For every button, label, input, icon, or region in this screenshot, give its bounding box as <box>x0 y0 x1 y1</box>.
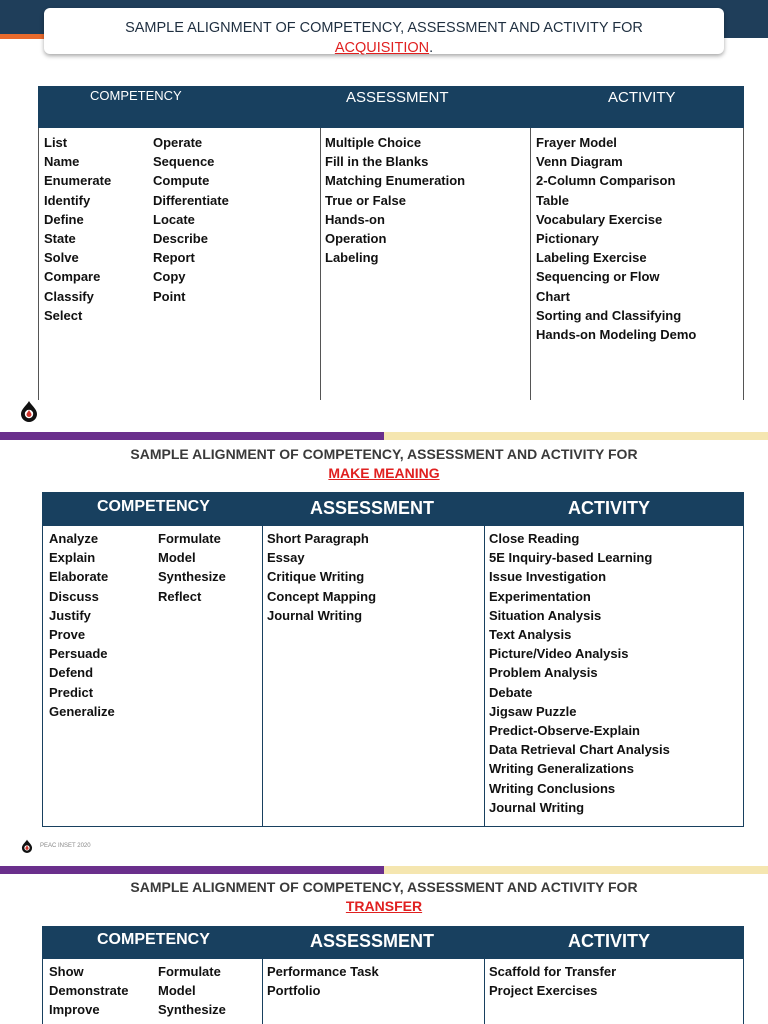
list-item: Differentiate <box>153 192 229 208</box>
list-item: Vocabulary Exercise <box>536 211 663 227</box>
list-item: Demonstrate <box>49 983 129 999</box>
list-item: Performance Task <box>267 964 379 979</box>
list-item: Situation Analysis <box>489 607 602 623</box>
list-item: Formulate <box>158 964 221 979</box>
list-item: Compare <box>44 269 101 285</box>
list-item: Point <box>153 288 186 304</box>
list-item: Scaffold for Transfer <box>489 964 617 979</box>
slide3-header-competency: COMPETENCY <box>97 931 210 948</box>
slide2-activity-list <box>489 529 670 817</box>
list-item: Essay <box>267 550 305 566</box>
list-item: Define <box>44 211 84 227</box>
list-item: Improve <box>49 1002 100 1018</box>
list-item: Elaborate <box>49 569 109 585</box>
slide2-divider-1 <box>262 526 263 826</box>
list-item: Issue Investigation <box>489 569 607 585</box>
list-item: Sequence <box>153 154 215 170</box>
list-item: True or False <box>325 192 406 208</box>
slide1-divider-2 <box>530 128 531 400</box>
list-item: Compute <box>153 173 210 189</box>
slide2-table-header <box>42 492 744 526</box>
list-item: Pictionary <box>536 231 599 247</box>
list-item: Data Retrieval Chart Analysis <box>489 742 670 758</box>
list-item: Fill in the Blanks <box>325 154 429 170</box>
list-item: Short Paragraph <box>267 531 369 546</box>
slide3-activity-list <box>489 962 616 1000</box>
slide1-subtitle-suffix: . <box>429 40 434 56</box>
slide3-competency-col2 <box>158 962 226 1020</box>
list-item: Close Reading <box>489 531 580 546</box>
list-item: Writing Conclusions <box>489 780 616 796</box>
slide1-title: SAMPLE ALIGNMENT OF COMPETENCY, ASSESSMENT AND ACTIVITY FOR <box>125 20 643 36</box>
slide3-divider-2 <box>484 959 485 1024</box>
slide1-activity-list <box>536 133 696 344</box>
list-item: Generalize <box>49 703 115 719</box>
slide2-title-block <box>0 445 768 483</box>
list-item: Solve <box>44 250 79 266</box>
list-item: Hands-on Modeling Demo <box>536 327 697 343</box>
list-item: Multiple Choice <box>325 135 422 150</box>
slide3-table-header <box>42 926 744 959</box>
list-item: Portfolio <box>267 983 321 999</box>
slide2-footer: PEAC INSET 2020 <box>40 843 91 849</box>
list-item: Show <box>49 964 84 979</box>
slide2-header-activity: ACTIVITY <box>568 498 651 518</box>
slide1-subtitle: ACQUISITION <box>334 40 430 56</box>
list-item: Operation <box>325 231 387 247</box>
slide1-header-competency: COMPETENCY <box>90 88 182 103</box>
slide3-competency-col1 <box>49 962 128 1020</box>
list-item: State <box>44 231 76 247</box>
slide2-competency-col1 <box>49 529 115 721</box>
list-item: Synthesize <box>158 569 226 585</box>
list-item: Labeling Exercise <box>536 250 647 266</box>
slide3-assessment-list <box>267 962 379 1000</box>
list-item: Enumerate <box>44 173 112 189</box>
slide2-subtitle: MAKE MEANING <box>328 465 440 481</box>
slide2-competency-col2 <box>158 529 226 606</box>
list-item: Formulate <box>158 531 221 546</box>
list-item: Table <box>536 192 569 208</box>
list-item: Copy <box>153 269 186 285</box>
list-item: Frayer Model <box>536 135 617 150</box>
list-item: Explain <box>49 550 96 566</box>
slide1-competency-col2 <box>153 133 229 306</box>
slide1-divider-1 <box>320 128 321 400</box>
slide2-assessment-list <box>267 529 376 625</box>
list-item: Experimentation <box>489 588 591 604</box>
list-item: List <box>44 135 68 150</box>
slide3-title: SAMPLE ALIGNMENT OF COMPETENCY, ASSESSMENT AND ACTIVITY FOR <box>130 879 638 895</box>
slide2-title: SAMPLE ALIGNMENT OF COMPETENCY, ASSESSMENT AND ACTIVITY FOR <box>130 446 638 462</box>
list-item: Matching Enumeration <box>325 173 466 189</box>
list-item: Picture/Video Analysis <box>489 646 629 662</box>
list-item: Describe <box>153 231 208 247</box>
slide-separator-1 <box>0 432 768 440</box>
list-item: Journal Writing <box>489 799 585 815</box>
list-item: Labeling <box>325 250 379 266</box>
list-item: Classify <box>44 288 94 304</box>
slide3-divider-1 <box>262 959 263 1024</box>
peac-logo-small-icon <box>20 838 34 852</box>
slide3-header-assessment: ASSESSMENT <box>310 931 435 951</box>
list-item: Sequencing or Flow <box>536 269 660 285</box>
slide2-header-competency: COMPETENCY <box>97 498 210 515</box>
list-item: Identify <box>44 192 91 208</box>
slide1-header-assessment: ASSESSMENT <box>346 89 449 106</box>
list-item: Persuade <box>49 646 108 662</box>
slide3-header-activity: ACTIVITY <box>568 931 651 951</box>
list-item: Jigsaw Puzzle <box>489 703 577 719</box>
list-item: Analyze <box>49 531 99 546</box>
slide1-header-activity: ACTIVITY <box>608 89 676 106</box>
list-item: Chart <box>536 288 570 304</box>
slide3-title-block <box>0 878 768 916</box>
list-item: Predict-Observe-Explain <box>489 723 640 739</box>
list-item: Model <box>158 550 196 566</box>
slide1-table-header <box>38 86 744 128</box>
slide2-divider-2 <box>484 526 485 826</box>
slide3-table-body <box>42 959 744 1024</box>
slide3-subtitle: TRANSFER <box>345 898 423 914</box>
list-item: Reflect <box>158 588 202 604</box>
list-item: Prove <box>49 627 86 643</box>
list-item: Writing Generalizations <box>489 761 634 777</box>
list-item: 2-Column Comparison <box>536 173 676 189</box>
list-item: Problem Analysis <box>489 665 598 681</box>
list-item: Text Analysis <box>489 627 572 643</box>
slide-separator-2 <box>0 866 768 874</box>
list-item: Predict <box>49 684 94 700</box>
list-item: Select <box>44 307 83 323</box>
list-item: Critique Writing <box>267 569 365 585</box>
list-item: Debate <box>489 684 533 700</box>
list-item: Discuss <box>49 588 99 604</box>
list-item: Justify <box>49 607 91 623</box>
peac-logo-icon <box>18 400 40 422</box>
slide2-header-assessment: ASSESSMENT <box>310 498 435 518</box>
list-item: Operate <box>153 135 203 150</box>
orange-accent <box>0 34 48 39</box>
list-item: Synthesize <box>158 1002 226 1018</box>
list-item: Locate <box>153 211 195 227</box>
list-item: 5E Inquiry-based Learning <box>489 550 653 566</box>
list-item: Venn Diagram <box>536 154 623 170</box>
list-item: Name <box>44 154 80 170</box>
slide1-assessment-list <box>325 133 465 267</box>
list-item: Journal Writing <box>267 607 363 623</box>
list-item: Model <box>158 983 196 999</box>
list-item: Hands-on <box>325 211 385 227</box>
list-item: Report <box>153 250 195 266</box>
list-item: Project Exercises <box>489 983 598 999</box>
list-item: Defend <box>49 665 94 681</box>
slide1-competency-col1 <box>44 133 111 325</box>
list-item: Concept Mapping <box>267 588 377 604</box>
list-item: Sorting and Classifying <box>536 307 682 323</box>
slide1-title-box <box>44 8 724 54</box>
